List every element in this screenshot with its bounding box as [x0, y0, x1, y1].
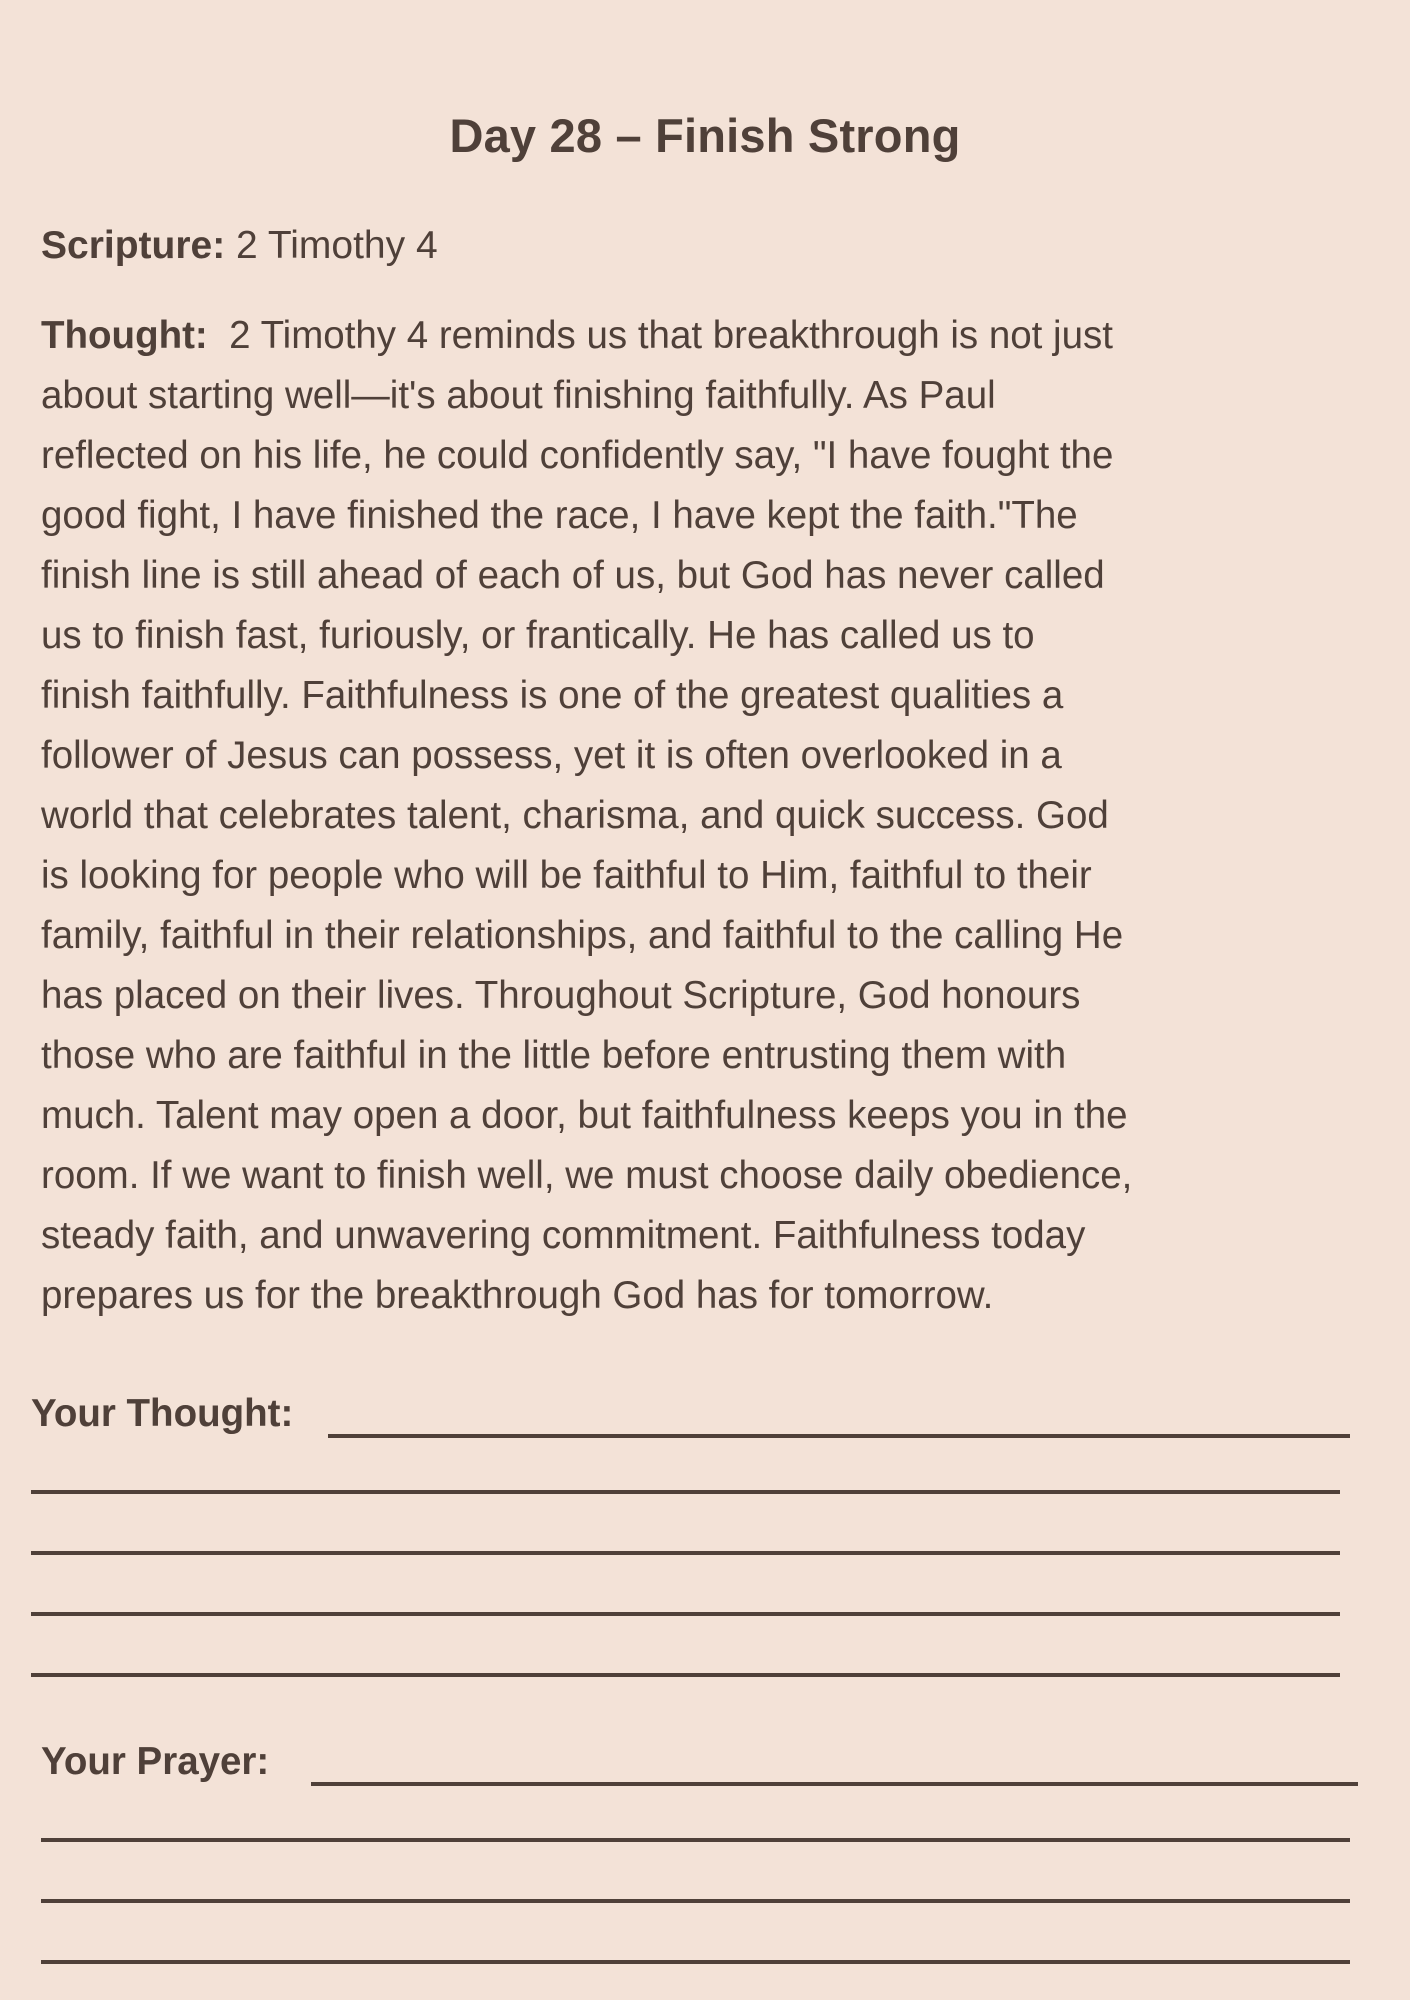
thought-line: room. If we want to finish well, we must choose daily obedience, [41, 1154, 1133, 1197]
thought-line: prepares us for the breakthrough God has for tomorrow. [41, 1274, 994, 1317]
thought-line: those who are faithful in the little before entrusting them with [41, 1034, 1067, 1077]
your-thought-label: Your Thought: [31, 1392, 294, 1435]
thought-line: us to finish fast, furiously, or frantically. He has called us to [41, 614, 1035, 657]
thought-line: is looking for people who will be faithful to Him, faithful to their [41, 854, 1092, 897]
thought-line: finish faithfully. Faithfulness is one of the greatest qualities a [41, 674, 1064, 717]
thought-line: good fight, I have finished the race, I have kept the faith."The [41, 494, 1078, 537]
thought-line: reflected on his life, he could confidently say, "I have fought the [41, 434, 1114, 477]
thought-paragraph [41, 306, 1381, 1326]
your-prayer-label: Your Prayer: [41, 1740, 270, 1783]
thought-line: follower of Jesus can possess, yet it is often overlooked in a [41, 734, 1062, 777]
scripture-reference [41, 224, 438, 268]
thought-label: Thought: [41, 314, 208, 357]
your-thought-writing-line[interactable] [31, 1673, 1340, 1677]
thought-line: world that celebrates talent, charisma, and quick success. God [41, 794, 1109, 837]
your-prayer-writing-line[interactable] [41, 1838, 1350, 1842]
thought-line: family, faithful in their relationships, and faithful to the calling He [41, 914, 1124, 957]
your-thought-writing-line[interactable] [31, 1612, 1340, 1616]
your-thought-writing-line[interactable] [31, 1490, 1340, 1494]
thought-line: has placed on their lives. Throughout Scripture, God honours [41, 974, 1081, 1017]
your-prayer-writing-line[interactable] [41, 1960, 1350, 1964]
thought-line: steady faith, and unwavering commitment. Faithfulness today [41, 1214, 1086, 1257]
your-thought-writing-line[interactable] [328, 1434, 1350, 1438]
your-thought-writing-line[interactable] [31, 1551, 1340, 1555]
scripture-label: Scripture: [41, 224, 226, 267]
thought-line: about starting well—it's about finishing faithfully. As Paul [41, 374, 996, 417]
page-title: Day 28 – Finish Strong [449, 109, 961, 162]
thought-line: much. Talent may open a door, but faithfulness keeps you in the [41, 1094, 1128, 1137]
thought-text: 2 Timothy 4 reminds us that breakthrough is not just [229, 314, 1113, 357]
thought-line: finish line is still ahead of each of us, but God has never called [41, 554, 1105, 597]
thought-line [41, 306, 1381, 366]
scripture-value: 2 Timothy 4 [236, 224, 438, 267]
your-prayer-writing-line[interactable] [41, 1899, 1350, 1903]
your-prayer-writing-line[interactable] [311, 1782, 1358, 1786]
